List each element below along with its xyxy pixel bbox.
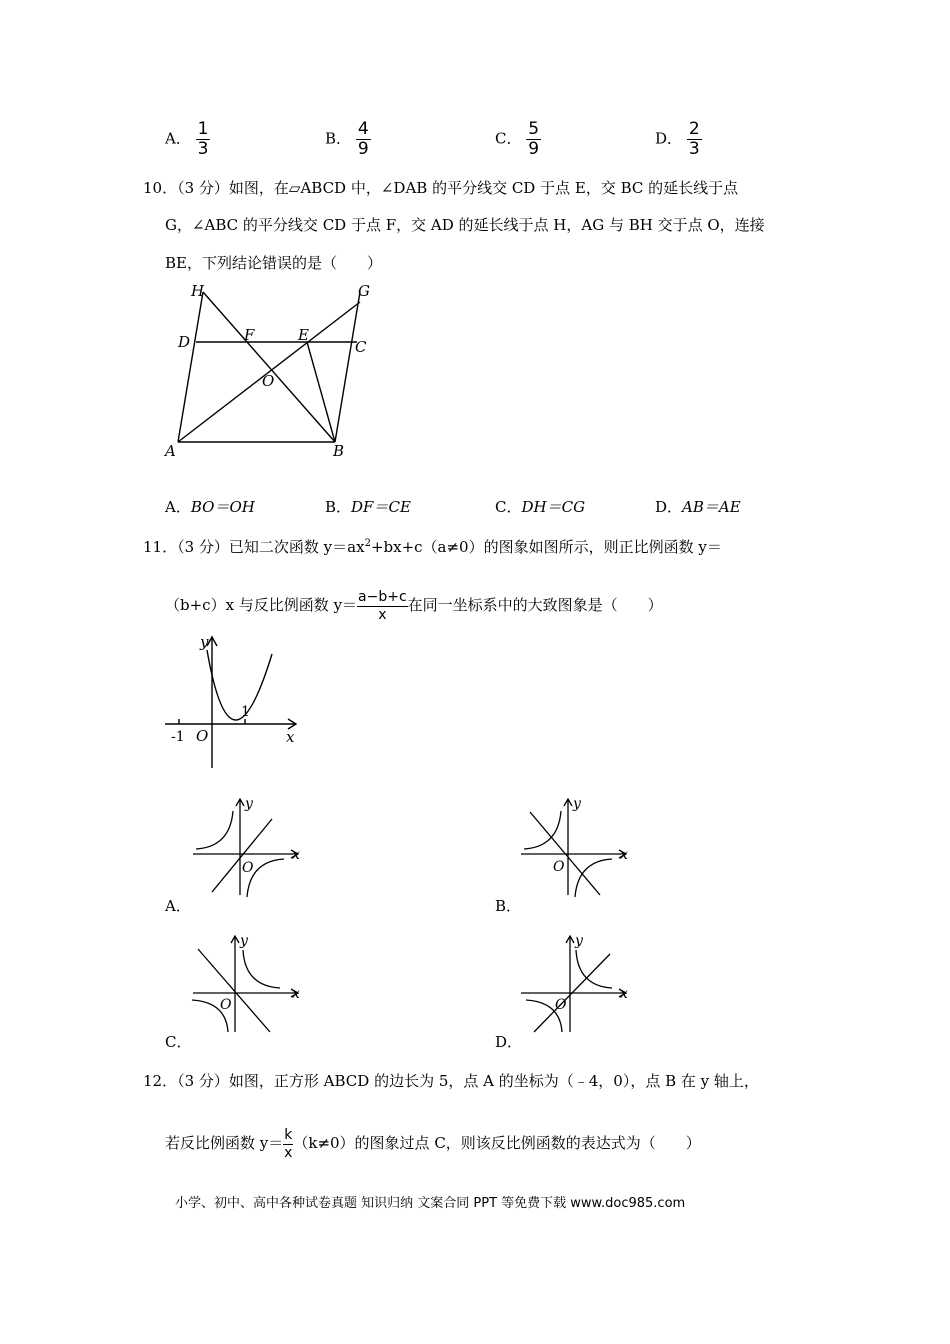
- q10-option-c: C．DH＝CG: [495, 498, 586, 516]
- q9-option-b-fraction: $\frac{4}{9}$: [357, 119, 369, 159]
- q11-option-c-graph: [190, 932, 305, 1034]
- q9-option-d: [655, 120, 702, 159]
- q9-option-a-label: A．: [165, 129, 191, 148]
- q9-option-b: [325, 120, 371, 159]
- q10-stem-line2: G，∠ABC 的平分线交 CD 于点 F，交 AD 的延长线于点 H，AG 与 BH 交于点 O，连接: [165, 216, 765, 234]
- q10-label-o: O: [262, 372, 275, 390]
- q10-label-g: G: [358, 282, 370, 300]
- q11-option-a-graph: [190, 795, 305, 897]
- q11-option-c-label: C．: [165, 1033, 192, 1051]
- q9-option-a-fraction: $\frac{1}{3}$: [197, 119, 209, 159]
- q10-stem-line1: [143, 177, 738, 199]
- svg-text:O: O: [220, 997, 232, 1013]
- q9-option-d-fraction: $\frac{2}{3}$: [688, 119, 700, 159]
- q11-graph-x-label: x: [286, 728, 295, 746]
- q11-option-b-label: B．: [495, 897, 522, 915]
- page-footer: 小学、初中、高中各种试卷真题 知识归纳 文案合同 PPT 等免费下载 www.doc985.com: [175, 1196, 686, 1211]
- q11-number: 11．: [143, 538, 178, 556]
- svg-text:O: O: [242, 860, 254, 876]
- q10-label-a: A: [165, 442, 176, 460]
- q10-label-f: F: [244, 326, 255, 344]
- q12-number: 12．: [143, 1072, 178, 1090]
- q10-label-c: C: [355, 338, 367, 356]
- q11-stem-line1: 11．（3 分）已知二次函数 $y=ax^2+bx+c(a\ne 0)$的图象如图所示，则正比例函数 y＝: [143, 538, 722, 556]
- svg-text:y: y: [240, 933, 248, 949]
- q9-option-c: [495, 120, 541, 159]
- q11-graph-y-label: y: [200, 633, 209, 651]
- svg-text:x: x: [292, 986, 300, 1002]
- q10-number: 10．: [143, 179, 178, 197]
- q12-fraction: $\frac{k}{x}$: [284, 1126, 293, 1161]
- q10-option-d: D．AB＝AE: [655, 498, 741, 516]
- q11-option-d-label: D．: [495, 1033, 523, 1051]
- svg-text:y: y: [245, 796, 253, 812]
- q10-parallelogram-figure: [160, 278, 385, 468]
- svg-text:y: y: [573, 796, 581, 812]
- q9-option-d-label: D．: [655, 129, 683, 148]
- svg-text:x: x: [292, 847, 300, 863]
- svg-text:O: O: [555, 997, 567, 1013]
- q10-label-h: H: [191, 282, 205, 300]
- q9-option-b-label: B．: [325, 129, 352, 148]
- q11-graph-origin-label: O: [196, 727, 209, 745]
- q9-option-a: [165, 120, 210, 159]
- q11-fraction: $\frac{a-b+c}{x}$: [358, 588, 407, 623]
- q11-option-d-graph: [518, 932, 633, 1034]
- q9-option-c-fraction: $\frac{5}{9}$: [528, 119, 540, 159]
- q12-stem-line2: 若反比例函数 y＝ $\frac{k}{x}$ （k≠0）的图象过点 C，则该反比例函数的表达式为（ ）: [165, 1126, 701, 1161]
- q10-label-b: B: [333, 442, 345, 460]
- q9-option-c-label: C．: [495, 129, 522, 148]
- q10-stem-line3: BE，下列结论错误的是（ ）: [165, 254, 382, 272]
- q11-graph-one-label: 1: [241, 704, 250, 720]
- q10-label-e: E: [298, 326, 309, 344]
- svg-text:y: y: [575, 933, 583, 949]
- svg-text:x: x: [620, 986, 628, 1002]
- q12-stem-line1: 12．（3 分）如图，正方形 ABCD 的边长为 5，点 A 的坐标为（﹣4，0），点 B 在 y 轴上，: [143, 1072, 759, 1090]
- q11-parabola-graph: [160, 630, 310, 775]
- q10-stem-text-1: （3 分）如图，在▱ABCD 中，∠DAB 的平分线交 CD 于点 E，交 BC 的延长线于点: [177, 179, 739, 197]
- q11-option-b-graph: [518, 795, 633, 897]
- q10-option-a: A．BO＝OH: [165, 498, 255, 516]
- q11-option-a-label: A．: [165, 897, 191, 915]
- q10-label-d: D: [178, 333, 191, 351]
- q11-graph-minus1-label: -1: [171, 729, 185, 745]
- svg-text:O: O: [553, 859, 565, 875]
- q11-stem-line2: （b+c）x 与反比例函数 y＝ $\frac{a-b+c}{x}$ 在同一坐标系中的大致图象是（ ）: [165, 588, 663, 623]
- q10-option-b: B．DF＝CE: [325, 498, 411, 516]
- svg-text:x: x: [620, 847, 628, 863]
